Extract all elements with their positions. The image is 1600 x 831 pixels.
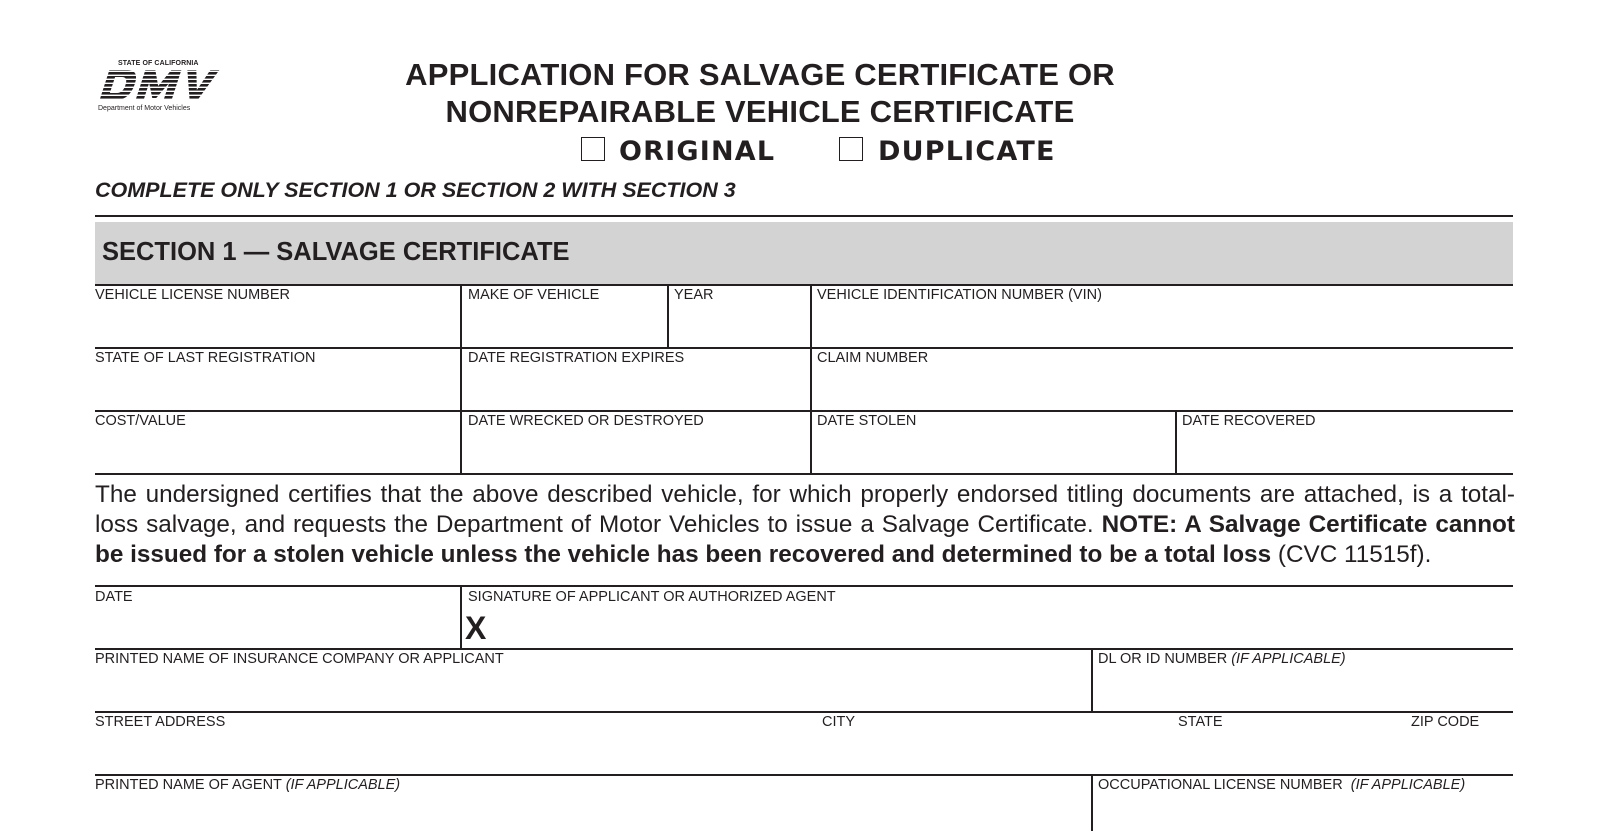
occupational-license-text: OCCUPATIONAL LICENSE NUMBER: [1098, 777, 1343, 793]
certification-text: The undersigned certifies that the above described vehicle, for which properly endorsed titling documents are attached, is a total-loss salvage, and requests the Department of Motor Vehicles to issue a Salvage Certificate.: [95, 481, 1515, 538]
signature-label: SIGNATURE OF APPLICANT OR AUTHORIZED AGENT: [468, 589, 836, 605]
row-rule: [95, 774, 1513, 776]
dl-id-text: DL OR ID NUMBER: [1098, 651, 1228, 667]
certification-citation: (CVC 11515f).: [1277, 541, 1432, 568]
section-1-rule: [95, 284, 1513, 286]
street-address-label: STREET ADDRESS: [95, 714, 226, 730]
dmv-logo-mark: [96, 68, 226, 104]
state-label: STATE: [1178, 714, 1223, 730]
divider: [460, 410, 462, 473]
year-label: YEAR: [674, 287, 714, 303]
agent-name-label: [95, 777, 400, 794]
make-of-vehicle-label: MAKE OF VEHICLE: [468, 287, 600, 303]
row-rule: [95, 347, 1513, 349]
form-instruction: COMPLETE ONLY SECTION 1 OR SECTION 2 WITH SECTION 3: [95, 178, 736, 202]
divider: [810, 410, 812, 473]
dl-id-qualifier: (IF APPLICABLE): [1231, 651, 1346, 667]
divider: [667, 284, 669, 347]
occupational-license-label: [1098, 777, 1465, 794]
top-rule: [95, 215, 1513, 217]
logo-department-text: Department of Motor Vehicles: [98, 105, 191, 112]
divider: [460, 585, 462, 648]
form-title-line-2: NONREPAIRABLE VEHICLE CERTIFICATE: [445, 94, 1075, 129]
zip-code-label: ZIP CODE: [1411, 714, 1480, 730]
date-recovered-label: DATE RECOVERED: [1182, 413, 1316, 429]
date-registration-expires-label: DATE REGISTRATION EXPIRES: [468, 350, 685, 366]
agent-name-text: PRINTED NAME OF AGENT: [95, 777, 282, 793]
date-stolen-label: DATE STOLEN: [817, 413, 917, 429]
cost-value-label: COST/VALUE: [95, 413, 186, 429]
logo-state-text: STATE OF CALIFORNIA: [118, 60, 199, 67]
row-rule: [95, 648, 1513, 650]
signature-x-mark: X: [465, 610, 487, 646]
printed-name-label: PRINTED NAME OF INSURANCE COMPANY OR APPLICANT: [95, 651, 504, 667]
dmv-logo: [96, 58, 226, 118]
row-rule: [95, 410, 1513, 412]
divider: [1175, 410, 1177, 473]
dl-id-number-label: [1098, 651, 1346, 668]
section-1-title: SECTION 1 — SALVAGE CERTIFICATE: [102, 238, 570, 266]
divider: [810, 284, 812, 347]
certification-note: NOTE: A Salvage Certificate cannot be issued for a stolen vehicle unless the vehicle has been recovered and determined to be a total loss: [95, 511, 1515, 568]
divider: [460, 347, 462, 410]
state-last-registration-label: STATE OF LAST REGISTRATION: [95, 350, 316, 366]
duplicate-checkbox[interactable]: [839, 137, 863, 161]
divider: [810, 347, 812, 410]
occupational-qualifier: (IF APPLICABLE): [1350, 777, 1466, 793]
vehicle-license-number-label: VEHICLE LICENSE NUMBER: [95, 287, 290, 303]
claim-number-label: CLAIM NUMBER: [817, 350, 929, 366]
agent-qualifier: (IF APPLICABLE): [285, 777, 401, 793]
duplicate-label: DUPLICATE: [878, 136, 1056, 167]
date-label: DATE: [95, 589, 133, 605]
certification-paragraph: [95, 480, 1515, 570]
divider: [1091, 774, 1093, 831]
original-label: ORIGINAL: [619, 136, 776, 167]
original-checkbox[interactable]: [581, 137, 605, 161]
date-wrecked-label: DATE WRECKED OR DESTROYED: [468, 413, 704, 429]
divider: [1091, 648, 1093, 711]
vin-label: VEHICLE IDENTIFICATION NUMBER (VIN): [817, 287, 1102, 303]
form-title-line-1: APPLICATION FOR SALVAGE CERTIFICATE OR: [405, 57, 1115, 92]
row-rule: [95, 473, 1513, 475]
row-rule: [95, 585, 1513, 587]
row-rule: [95, 711, 1513, 713]
divider: [460, 284, 462, 347]
city-label: CITY: [822, 714, 856, 730]
